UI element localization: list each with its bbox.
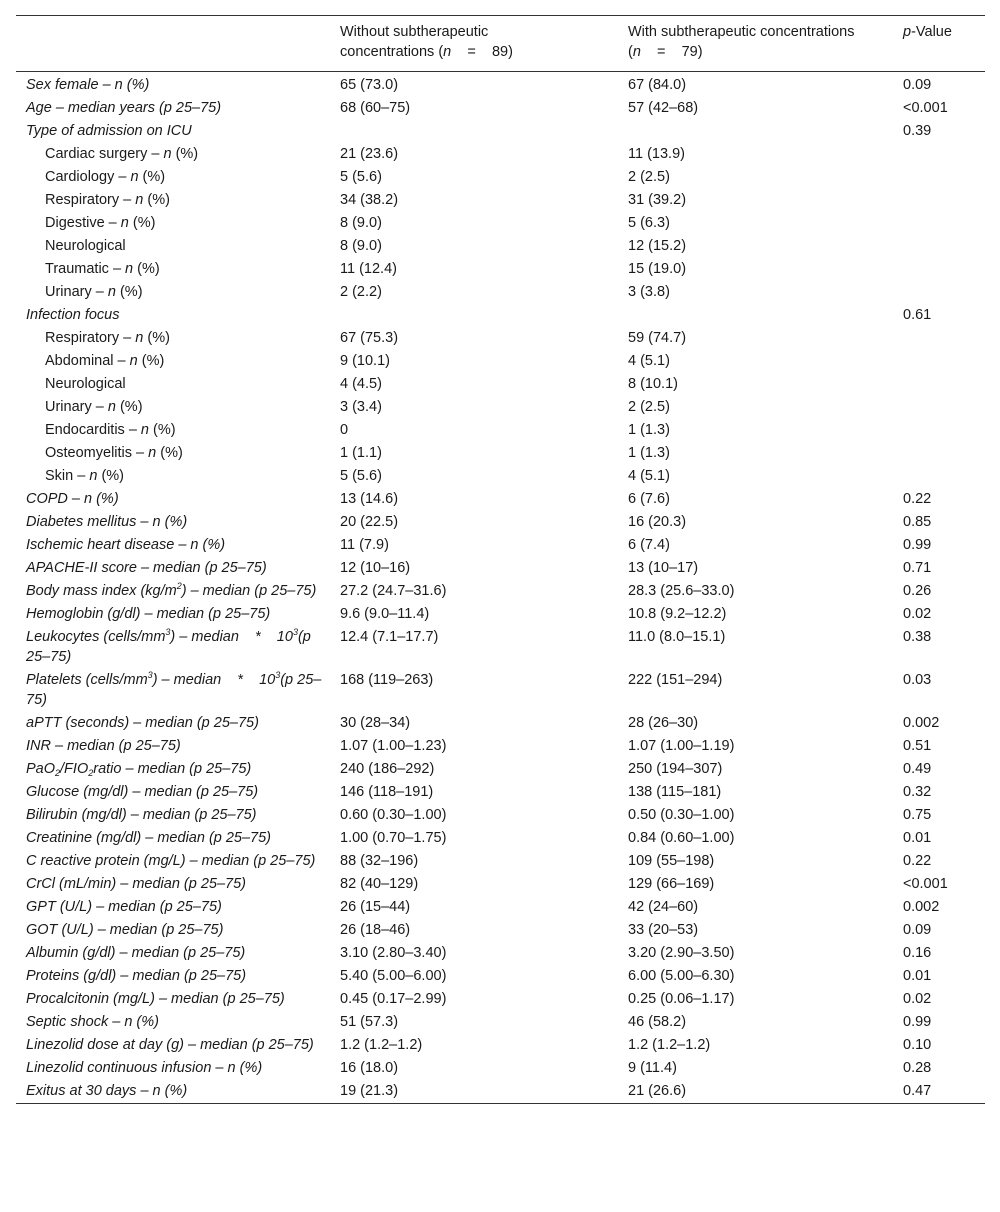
p-value: 0.26 xyxy=(903,583,932,599)
p-value: 0.99 xyxy=(903,537,932,553)
value-without: 51 (57.3) xyxy=(340,1014,399,1030)
row-label: Type of admission on ICU xyxy=(26,123,192,139)
row-label: Bilirubin (mg/dl) – median (p 25–75) xyxy=(26,807,257,823)
value-without: 240 (186–292) xyxy=(340,761,435,777)
p-value: 0.61 xyxy=(903,307,932,323)
value-without: 3.10 (2.80–3.40) xyxy=(340,945,447,961)
p-value: 0.01 xyxy=(903,830,932,846)
p-value: 0.38 xyxy=(903,629,932,645)
header-without-subtherapeutic: Without subtherapeutic concentrations (n = 89) xyxy=(340,24,513,60)
table-row xyxy=(16,919,985,942)
row-label: APACHE-II score – median (p 25–75) xyxy=(26,560,267,576)
value-without: 9.6 (9.0–11.4) xyxy=(340,606,430,622)
p-value: 0.32 xyxy=(903,784,932,800)
value-with: 4 (5.1) xyxy=(628,468,670,484)
row-label: Septic shock – n (%) xyxy=(26,1014,159,1030)
p-value xyxy=(893,258,985,281)
value-without: 30 (28–34) xyxy=(340,715,411,731)
value-without: 168 (119–263) xyxy=(340,672,434,688)
row-label: INR – median (p 25–75) xyxy=(26,738,181,754)
table-row xyxy=(16,72,985,98)
value-without: 13 (14.6) xyxy=(340,491,399,507)
table-row xyxy=(16,965,985,988)
value-with: 33 (20–53) xyxy=(628,922,699,938)
row-label: Urinary – n (%) xyxy=(45,399,143,415)
table-row xyxy=(16,281,985,304)
p-value: 0.02 xyxy=(903,991,932,1007)
row-label: Age – median years (p 25–75) xyxy=(26,100,222,116)
table-row xyxy=(16,212,985,235)
p-value xyxy=(893,327,985,350)
value-without: 68 (60–75) xyxy=(340,100,411,116)
row-label: aPTT (seconds) – median (p 25–75) xyxy=(26,715,259,731)
value-without: 11 (7.9) xyxy=(340,537,389,553)
value-without: 12.4 (7.1–17.7) xyxy=(340,629,439,645)
value-without: 11 (12.4) xyxy=(340,261,397,277)
value-without: 16 (18.0) xyxy=(340,1060,399,1076)
value-without: 26 (15–44) xyxy=(340,899,411,915)
value-with: 10.8 (9.2–12.2) xyxy=(628,606,727,622)
value-without: 1.00 (0.70–1.75) xyxy=(340,830,447,846)
p-value xyxy=(893,166,985,189)
row-label: Diabetes mellitus – n (%) xyxy=(26,514,188,530)
row-label: Proteins (g/dl) – median (p 25–75) xyxy=(26,968,247,984)
value-with: 6 (7.6) xyxy=(628,491,670,507)
table-row xyxy=(16,373,985,396)
value-with: 46 (58.2) xyxy=(628,1014,687,1030)
p-value xyxy=(893,350,985,373)
value-without: 0.45 (0.17–2.99) xyxy=(340,991,447,1007)
p-value xyxy=(893,465,985,488)
value-without: 0.60 (0.30–1.00) xyxy=(340,807,447,823)
value-without: 3 (3.4) xyxy=(340,399,382,415)
p-value: 0.49 xyxy=(903,761,932,777)
row-label: Cardiac surgery – n (%) xyxy=(45,146,199,162)
table-row xyxy=(16,1034,985,1057)
table-row xyxy=(16,419,985,442)
table-row xyxy=(16,327,985,350)
p-value: 0.002 xyxy=(903,715,940,731)
value-with: 1.2 (1.2–1.2) xyxy=(628,1037,711,1053)
value-without: 27.2 (24.7–31.6) xyxy=(340,583,447,599)
table-row xyxy=(16,758,985,781)
p-value: 0.22 xyxy=(903,491,932,507)
value-with: 0.84 (0.60–1.00) xyxy=(628,830,735,846)
row-label: $PaO_2/FIO_2ratio$ – median (p 25–75) xyxy=(26,761,252,778)
table-row xyxy=(16,626,985,669)
p-value xyxy=(893,189,985,212)
p-value: 0.03 xyxy=(903,672,932,688)
value-with: 1 (1.3) xyxy=(628,422,670,438)
value-with: 11.0 (8.0–15.1) xyxy=(628,629,726,645)
p-value: 0.22 xyxy=(903,853,932,869)
row-label: GPT (U/L) – median (p 25–75) xyxy=(26,899,222,915)
value-without: 0 xyxy=(340,422,349,438)
p-value: 0.02 xyxy=(903,606,932,622)
value-with: 42 (24–60) xyxy=(628,899,699,915)
value-with: 129 (66–169) xyxy=(628,876,715,892)
value-with: 2 (2.5) xyxy=(628,169,670,185)
p-value xyxy=(893,419,985,442)
row-label: Ischemic heart disease – n (%) xyxy=(26,537,226,553)
p-value: <0.001 xyxy=(903,100,948,116)
value-with: 250 (194–307) xyxy=(628,761,723,777)
value-with: 28.3 (25.6–33.0) xyxy=(628,583,735,599)
header-label-column xyxy=(16,16,330,72)
characteristics-table xyxy=(16,15,985,1104)
p-value: 0.10 xyxy=(903,1037,932,1053)
value-with: 16 (20.3) xyxy=(628,514,687,530)
row-label: C reactive protein (mg/L) – median (p 25–75) xyxy=(26,853,316,869)
p-value: 0.71 xyxy=(903,560,932,576)
row-label: Linezolid continuous infusion – n (%) xyxy=(26,1060,263,1076)
p-value: 0.99 xyxy=(903,1014,932,1030)
value-with: 5 (6.3) xyxy=(628,215,670,231)
table-row xyxy=(16,396,985,419)
table-row xyxy=(16,534,985,557)
table-row xyxy=(16,669,985,712)
value-without: 21 (23.6) xyxy=(340,146,399,162)
row-label: Linezolid dose at day (g) – median (p 25–75) xyxy=(26,1037,314,1053)
table-row xyxy=(16,1057,985,1080)
value-with: 222 (151–294) xyxy=(628,672,723,688)
value-without: 12 (10–16) xyxy=(340,560,411,576)
row-label: Glucose (mg/dl) – median (p 25–75) xyxy=(26,784,259,800)
p-value: 0.16 xyxy=(903,945,932,961)
value-with: 31 (39.2) xyxy=(628,192,687,208)
header-with-subtherapeutic: With subtherapeutic concentrations (n = 79) xyxy=(628,24,855,60)
row-label: Sex female – n (%) xyxy=(26,77,150,93)
p-value: 0.85 xyxy=(903,514,932,530)
p-value: 0.47 xyxy=(903,1083,932,1099)
table-row xyxy=(16,465,985,488)
table-row xyxy=(16,511,985,534)
row-label: Respiratory – n (%) xyxy=(45,330,170,346)
table-row xyxy=(16,235,985,258)
row-label: GOT (U/L) – median (p 25–75) xyxy=(26,922,224,938)
value-without: 1.2 (1.2–1.2) xyxy=(340,1037,423,1053)
value-with: 59 (74.7) xyxy=(628,330,687,346)
row-label: Infection focus xyxy=(26,307,120,323)
table-row xyxy=(16,488,985,511)
value-with xyxy=(618,120,893,143)
value-with: 11 (13.9) xyxy=(628,146,685,162)
value-with: 6.00 (5.00–6.30) xyxy=(628,968,735,984)
table-row xyxy=(16,143,985,166)
value-with: 4 (5.1) xyxy=(628,353,670,369)
table-row xyxy=(16,603,985,626)
p-value: 0.002 xyxy=(903,899,940,915)
value-with: 12 (15.2) xyxy=(628,238,687,254)
p-value: 0.01 xyxy=(903,968,932,984)
table-row xyxy=(16,97,985,120)
value-without: 82 (40–129) xyxy=(340,876,419,892)
row-label: Osteomyelitis – n (%) xyxy=(45,445,183,461)
row-label: Hemoglobin (g/dl) – median (p 25–75) xyxy=(26,606,271,622)
p-value: <0.001 xyxy=(903,876,948,892)
row-label: Digestive – n (%) xyxy=(45,215,156,231)
row-label: Cardiology – n (%) xyxy=(45,169,166,185)
value-with: 3 (3.8) xyxy=(628,284,670,300)
p-value xyxy=(893,143,985,166)
p-value xyxy=(893,235,985,258)
value-with: 21 (26.6) xyxy=(628,1083,687,1099)
row-label: Neurological xyxy=(45,376,126,392)
value-without: 5.40 (5.00–6.00) xyxy=(340,968,447,984)
table-row xyxy=(16,442,985,465)
table-row xyxy=(16,189,985,212)
row-label: COPD – n (%) xyxy=(26,491,119,507)
row-label: Skin – n (%) xyxy=(45,468,125,484)
row-label: Albumin (g/dl) – median (p 25–75) xyxy=(26,945,246,961)
table-row xyxy=(16,988,985,1011)
table-row xyxy=(16,804,985,827)
value-without: 26 (18–46) xyxy=(340,922,411,938)
p-value xyxy=(893,212,985,235)
p-value: 0.09 xyxy=(903,77,932,93)
value-without: 8 (9.0) xyxy=(340,215,382,231)
table-row xyxy=(16,350,985,373)
value-with: 109 (55–198) xyxy=(628,853,715,869)
row-label: Body mass index $(kg/m^2)$ – median (p 25–75) xyxy=(26,581,317,599)
table-row xyxy=(16,850,985,873)
table-row xyxy=(16,1011,985,1034)
value-without: 65 (73.0) xyxy=(340,77,399,93)
value-with: 67 (84.0) xyxy=(628,77,687,93)
header-p-value: p-Value xyxy=(903,24,952,40)
row-label: Traumatic – n (%) xyxy=(45,261,160,277)
table-row xyxy=(16,557,985,580)
table-row xyxy=(16,1080,985,1104)
p-value xyxy=(893,396,985,419)
p-value: 0.28 xyxy=(903,1060,932,1076)
value-without: 2 (2.2) xyxy=(340,284,382,300)
value-without: 19 (21.3) xyxy=(340,1083,399,1099)
value-without: 5 (5.6) xyxy=(340,468,382,484)
value-with: 13 (10–17) xyxy=(628,560,699,576)
table-body xyxy=(16,72,985,1104)
p-value xyxy=(893,373,985,396)
row-label: Creatinine (mg/dl) – median (p 25–75) xyxy=(26,830,272,846)
table-row xyxy=(16,580,985,603)
p-value: 0.09 xyxy=(903,922,932,938)
table-row xyxy=(16,827,985,850)
table-row xyxy=(16,873,985,896)
row-label: Platelets $(cells/mm^3)$ – median * $10^3(p$ 25–75) xyxy=(26,670,322,708)
value-without: 1.07 (1.00–1.23) xyxy=(340,738,447,754)
value-with: 28 (26–30) xyxy=(628,715,699,731)
row-label: CrCl (mL/min) – median (p 25–75) xyxy=(26,876,246,892)
p-value: 0.39 xyxy=(903,123,932,139)
row-label: Neurological xyxy=(45,238,126,254)
value-with: 1 (1.3) xyxy=(628,445,670,461)
row-label: Endocarditis – n (%) xyxy=(45,422,176,438)
p-value xyxy=(893,442,985,465)
value-without: 88 (32–196) xyxy=(340,853,419,869)
table-row xyxy=(16,120,985,143)
table-row xyxy=(16,166,985,189)
row-label: Urinary – n (%) xyxy=(45,284,143,300)
value-without xyxy=(330,304,618,327)
table-row xyxy=(16,304,985,327)
table-row xyxy=(16,258,985,281)
value-with: 3.20 (2.90–3.50) xyxy=(628,945,735,961)
value-without: 34 (38.2) xyxy=(340,192,399,208)
value-with: 0.25 (0.06–1.17) xyxy=(628,991,735,1007)
value-without: 146 (118–191) xyxy=(340,784,434,800)
row-label: Procalcitonin (mg/L) – median (p 25–75) xyxy=(26,991,285,1007)
value-with: 57 (42–68) xyxy=(628,100,699,116)
p-value: 0.51 xyxy=(903,738,932,754)
value-with: 15 (19.0) xyxy=(628,261,687,277)
value-with: 8 (10.1) xyxy=(628,376,678,392)
row-label: Exitus at 30 days – n (%) xyxy=(26,1083,188,1099)
value-with: 138 (115–181) xyxy=(628,784,722,800)
table-row xyxy=(16,712,985,735)
table-header xyxy=(16,16,985,72)
table-container xyxy=(16,15,985,1104)
table-row xyxy=(16,896,985,919)
value-without: 9 (10.1) xyxy=(340,353,390,369)
value-with: 6 (7.4) xyxy=(628,537,670,553)
value-with xyxy=(618,304,893,327)
table-row xyxy=(16,735,985,758)
row-label: Leukocytes $(cells/mm^3)$ – median * $10^3(p$ 25–75) xyxy=(26,627,315,665)
value-without: 8 (9.0) xyxy=(340,238,382,254)
value-with: 1.07 (1.00–1.19) xyxy=(628,738,735,754)
value-with: 0.50 (0.30–1.00) xyxy=(628,807,735,823)
table-row xyxy=(16,781,985,804)
value-without xyxy=(330,120,618,143)
value-without: 5 (5.6) xyxy=(340,169,382,185)
value-without: 1 (1.1) xyxy=(340,445,382,461)
row-label: Abdominal – n (%) xyxy=(45,353,165,369)
header-row xyxy=(16,16,985,72)
p-value xyxy=(893,281,985,304)
table-row xyxy=(16,942,985,965)
row-label: Respiratory – n (%) xyxy=(45,192,170,208)
p-value: 0.75 xyxy=(903,807,932,823)
value-with: 9 (11.4) xyxy=(628,1060,677,1076)
value-without: 67 (75.3) xyxy=(340,330,399,346)
value-with: 2 (2.5) xyxy=(628,399,670,415)
value-without: 20 (22.5) xyxy=(340,514,399,530)
value-without: 4 (4.5) xyxy=(340,376,382,392)
